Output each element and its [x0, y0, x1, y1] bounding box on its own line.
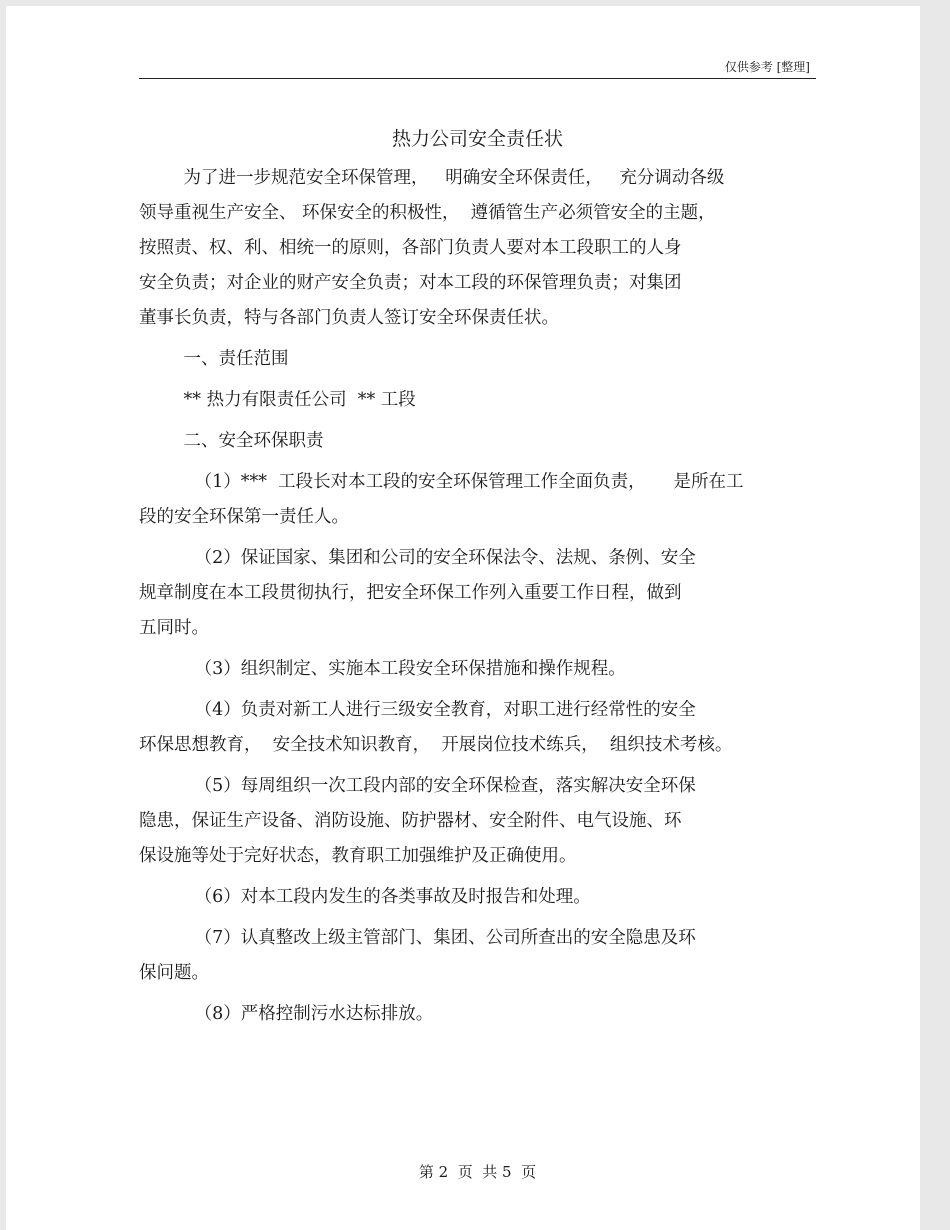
text-line: （8）严格控制污水达标排放。 — [139, 1004, 434, 1024]
text-line: （3）组织制定、实施本工段安全环保措施和操作规程。 — [139, 659, 626, 679]
paragraph — [139, 465, 816, 535]
document-body — [139, 161, 816, 1032]
text-line: 一、责任范围 — [139, 349, 289, 369]
text-line: 二、安全环保职责 — [139, 431, 324, 451]
text-line: 规章制度在本工段贯彻执行，把安全环保工作列入重要工作日程，做到 — [139, 583, 682, 603]
paragraph — [139, 880, 816, 915]
text-line: 环保思想教育， 安全技术知识教育， 开展岗位技术练兵， 组织技术考核。 — [139, 735, 733, 755]
header-label: 仅供参考 [整理] — [724, 60, 810, 74]
text-line: 五同时。 — [139, 618, 209, 638]
text-line: （1）*** 工段长对本工段的安全环保管理工作全面负责， 是所在工 — [139, 472, 744, 492]
paragraph — [139, 997, 816, 1032]
text-line: 安全负责；对企业的财产安全负责；对本工段的环保管理负责；对集团 — [139, 273, 682, 293]
document-page — [6, 6, 920, 1230]
text-line: 董事长负责，特与各部门负责人签订安全环保责任状。 — [139, 308, 559, 328]
text-line: （5）每周组织一次工段内部的安全环保检查，落实解决安全环保 — [139, 776, 696, 796]
text-line: 保问题。 — [139, 963, 209, 983]
text-line: 为了进一步规范安全环保管理， 明确安全环保责任， 充分调动各级 — [139, 168, 725, 188]
paragraph — [139, 383, 816, 418]
document-title: 热力公司安全责任状 — [391, 128, 563, 150]
text-line: （2）保证国家、集团和公司的安全环保法令、法规、条例、安全 — [139, 548, 696, 568]
paragraph — [139, 541, 816, 646]
text-line: 隐患，保证生产设备、消防设施、防护器材、安全附件、电气设施、环 — [139, 811, 682, 831]
paragraph — [139, 424, 816, 459]
text-line: 段的安全环保第一责任人。 — [139, 507, 349, 527]
text-line: 领导重视生产安全、 环保安全的积极性， 遵循管生产必须管安全的主题， — [139, 203, 716, 223]
text-line: 按照责、权、利、相统一的原则，各部门负责人要对本工段职工的人身 — [139, 238, 682, 258]
paragraph — [139, 652, 816, 687]
paragraph — [139, 161, 816, 336]
text-line: 保设施等处于完好状态，教育职工加强维护及正确使用。 — [139, 846, 577, 866]
paragraph — [139, 693, 816, 763]
text-line: （6）对本工段内发生的各类事故及时报告和处理。 — [139, 887, 591, 907]
text-line: （7）认真整改上级主管部门、集团、公司所查出的安全隐患及环 — [139, 928, 696, 948]
paragraph — [139, 342, 816, 377]
text-line: ** 热力有限责任公司 ** 工段 — [139, 390, 416, 410]
header-divider — [139, 78, 816, 79]
text-line: （4）负责对新工人进行三级安全教育，对职工进行经常性的安全 — [139, 700, 696, 720]
paragraph — [139, 921, 816, 991]
page-indicator: 第 2 页 共 5 页 — [418, 1163, 537, 1181]
paragraph — [139, 769, 816, 874]
